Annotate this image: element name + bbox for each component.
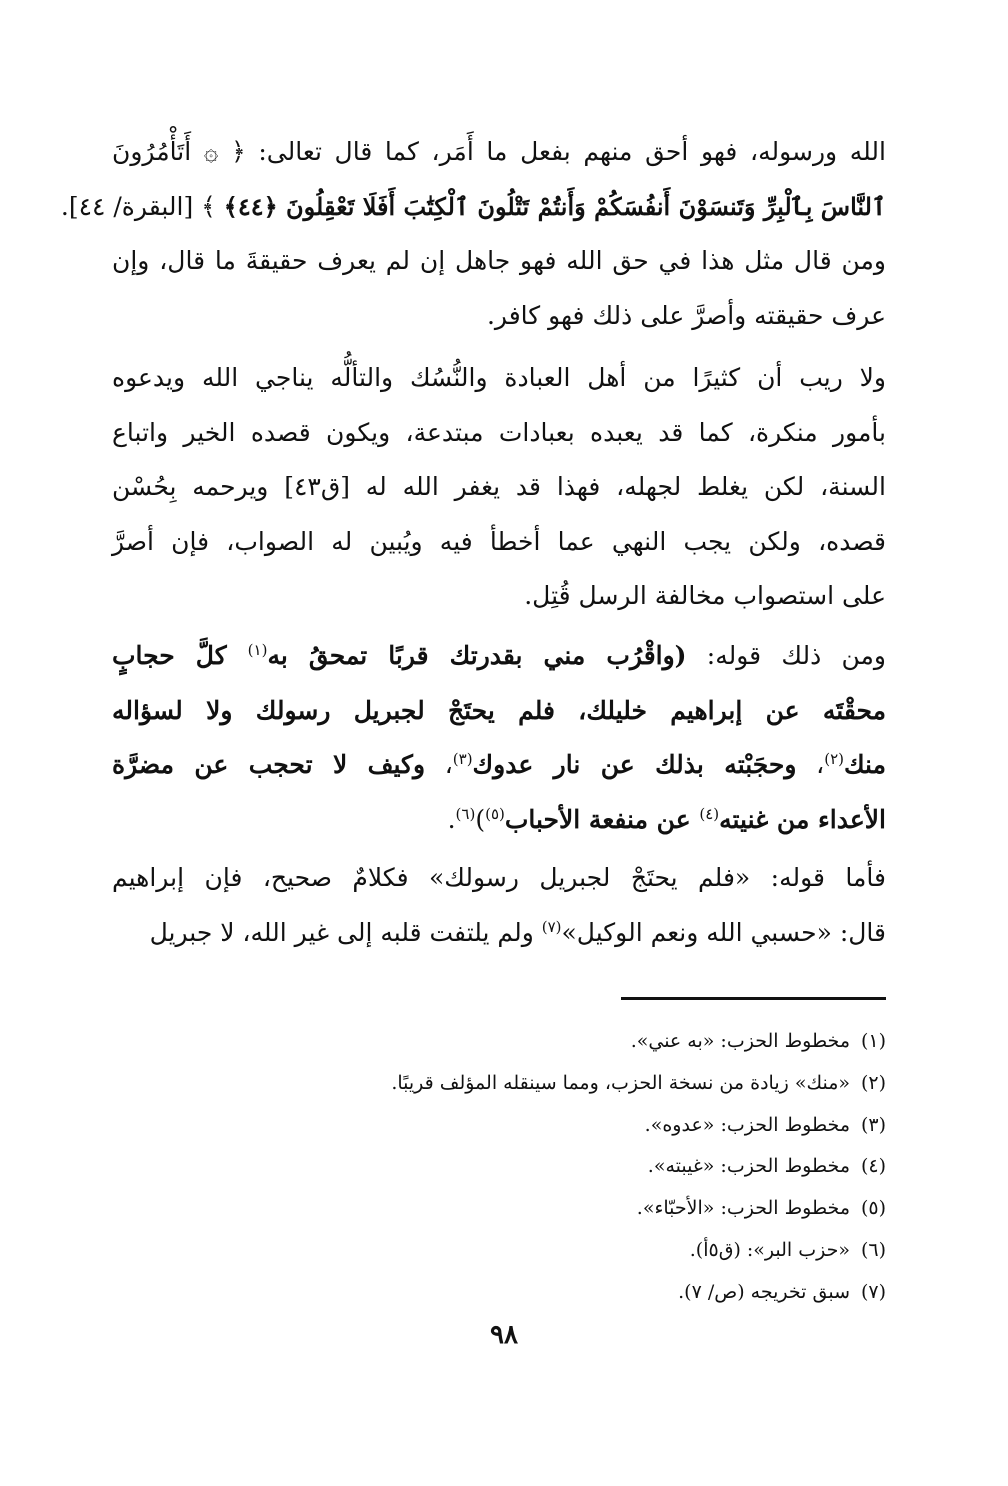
text-segment: عرف حقيقته وأصرَّ على ذلك فهو كافر. (486, 300, 886, 330)
text-segment: منك (843, 750, 886, 779)
footnote-number: (٦) (860, 1238, 886, 1261)
footnote-separator (621, 997, 886, 1000)
text-segment: ) (475, 804, 486, 834)
text-segment: قصده، ولكن يجب النهي عما أخطأ فيه ويُبين له الصواب، فإن أصرَّ (112, 526, 886, 556)
text-line (112, 851, 886, 906)
text-segment: ، (796, 750, 825, 779)
text-segment: قال: «حسبي الله ونعم الوكيل» (561, 917, 886, 947)
footnote-item (112, 1230, 886, 1272)
footnote-item (112, 1105, 886, 1147)
footnote-marker: (٧) (541, 917, 562, 936)
text-line (112, 406, 886, 461)
text-segment: كلَّ حجابٍ (112, 641, 248, 670)
text-segment: ولا ريب أن كثيرًا من أهل العبادة والنُّسُك والتألُّه يناجي الله ويدعوه (112, 363, 886, 392)
text-segment: وكيف لا تحجب عن مضرَّة (112, 750, 426, 779)
footnote-marker: (٣) (452, 750, 473, 768)
footnote-number: (١) (860, 1030, 886, 1052)
text-line (112, 738, 886, 793)
text-line (112, 793, 886, 848)
footnote-text: مخطوط الحزب: «غيبته». (647, 1155, 850, 1178)
footnote-number: (٢) (860, 1071, 886, 1094)
text-segment: ولم يلتفت قلبه إلى غير الله، لا جبريل (149, 917, 542, 947)
text-line (112, 629, 886, 684)
text-segment: ، (425, 750, 453, 779)
text-segment: وحجَبْته بذلك عن نار عدوك (472, 750, 797, 779)
text-line (112, 289, 886, 344)
text-segment: السنة، لكن يغلط لجهله، فهذا قد يغفر الله له [ق٤٣] ويرحمه بِحُسْن (112, 472, 886, 501)
paragraph-worshippers (112, 351, 886, 624)
text-segment: عن منفعة الأحباب (504, 804, 700, 834)
footnote-number: (٤) (860, 1155, 886, 1178)
text-segment: فأما قوله: «فلم يحتَجْ لجبريل رسولك» فكلامٌ صحيح، فإن إبراهيم (112, 863, 886, 892)
text-segment: محقْتَه عن إبراهيم خليلك، فلم يحتَجْ لجبريل رسولك ولا لسؤاله (112, 695, 886, 725)
text-line (112, 906, 886, 961)
footnote-text: مخطوط الحزب: «الأحبّاء». (636, 1197, 850, 1220)
footnote-item (112, 1146, 886, 1188)
text-segment: ومن ذلك قوله: (686, 641, 886, 670)
paragraph-ibrahim-commentary (112, 851, 886, 960)
text-line (112, 351, 886, 406)
text-segment: الأعداء من غنيته (719, 804, 886, 834)
footnotes-list (112, 1021, 886, 1314)
footnote-text: مخطوط الحزب: «عدوه». (644, 1113, 850, 1136)
footnote-text: «منك» زيادة من نسخة الحزب، ومما سينقله المؤلف قريبًا. (391, 1071, 850, 1094)
footnote-text: «حزب البر»: (ق٥أ). (689, 1238, 850, 1261)
text-segment: ﴾ [البقرة/ ٤٤]. (60, 191, 224, 221)
footnote-marker: (١) (247, 641, 268, 659)
footnote-item (112, 1272, 886, 1314)
text-segment: ومن قال مثل هذا في حق الله فهو جاهل إن لم يعرف حقيقةَ ما قال، وإن (112, 246, 886, 275)
footnote-item (112, 1188, 886, 1230)
footnote-marker: (٤) (699, 804, 720, 823)
text-line (112, 460, 886, 515)
text-segment: الله ورسوله، فهو أحق منهم بفعل ما أَمَر، كما قال تعالى: ﴿ ۞ أَتَأْمُرُونَ (112, 137, 886, 166)
text-segment: (واقْرُب مني بقدرتك قربًا تمحقُ به (267, 641, 687, 670)
text-segment: بأمور منكرة، كما قد يعبده بعبادات مبتدعة، ويكون قصده الخير واتباع (112, 417, 886, 447)
footnote-number: (٥) (860, 1197, 886, 1220)
footnote-number: (٣) (860, 1113, 886, 1136)
footnote-item (112, 1021, 886, 1063)
footnote-text: مخطوط الحزب: «به عني». (630, 1030, 850, 1052)
page-number: ٩٨ (490, 1320, 518, 1350)
footnote-item (112, 1063, 886, 1105)
text-line (60, 180, 886, 235)
quran-verse-text: ٱلنَّاسَ بِٱلْبِرِّ وَتَنسَوْنَ أَنفُسَكُمْ وَأَنتُمْ تَتْلُونَ ٱلْكِتَٰبَ أَفَلَا تَعْقِلُونَ ﴿٤٤﴾ (223, 191, 886, 221)
paragraph-supplication-quote (112, 629, 886, 847)
footnote-number: (٧) (860, 1280, 886, 1303)
footnote-marker: (٢) (824, 750, 844, 768)
text-line (112, 234, 886, 289)
paragraph-quran-citation (60, 125, 886, 343)
footnote-marker: (٥) (485, 804, 505, 823)
text-line (112, 569, 886, 624)
text-segment: على استصواب مخالفة الرسل قُتِل. (524, 581, 886, 610)
text-line (112, 515, 886, 570)
footnote-marker: (٦) (455, 804, 476, 823)
text-line (112, 125, 886, 180)
footnote-text: سبق تخريجه (ص/ ٧). (678, 1280, 850, 1303)
text-segment: . (447, 804, 456, 834)
text-line (112, 684, 886, 739)
